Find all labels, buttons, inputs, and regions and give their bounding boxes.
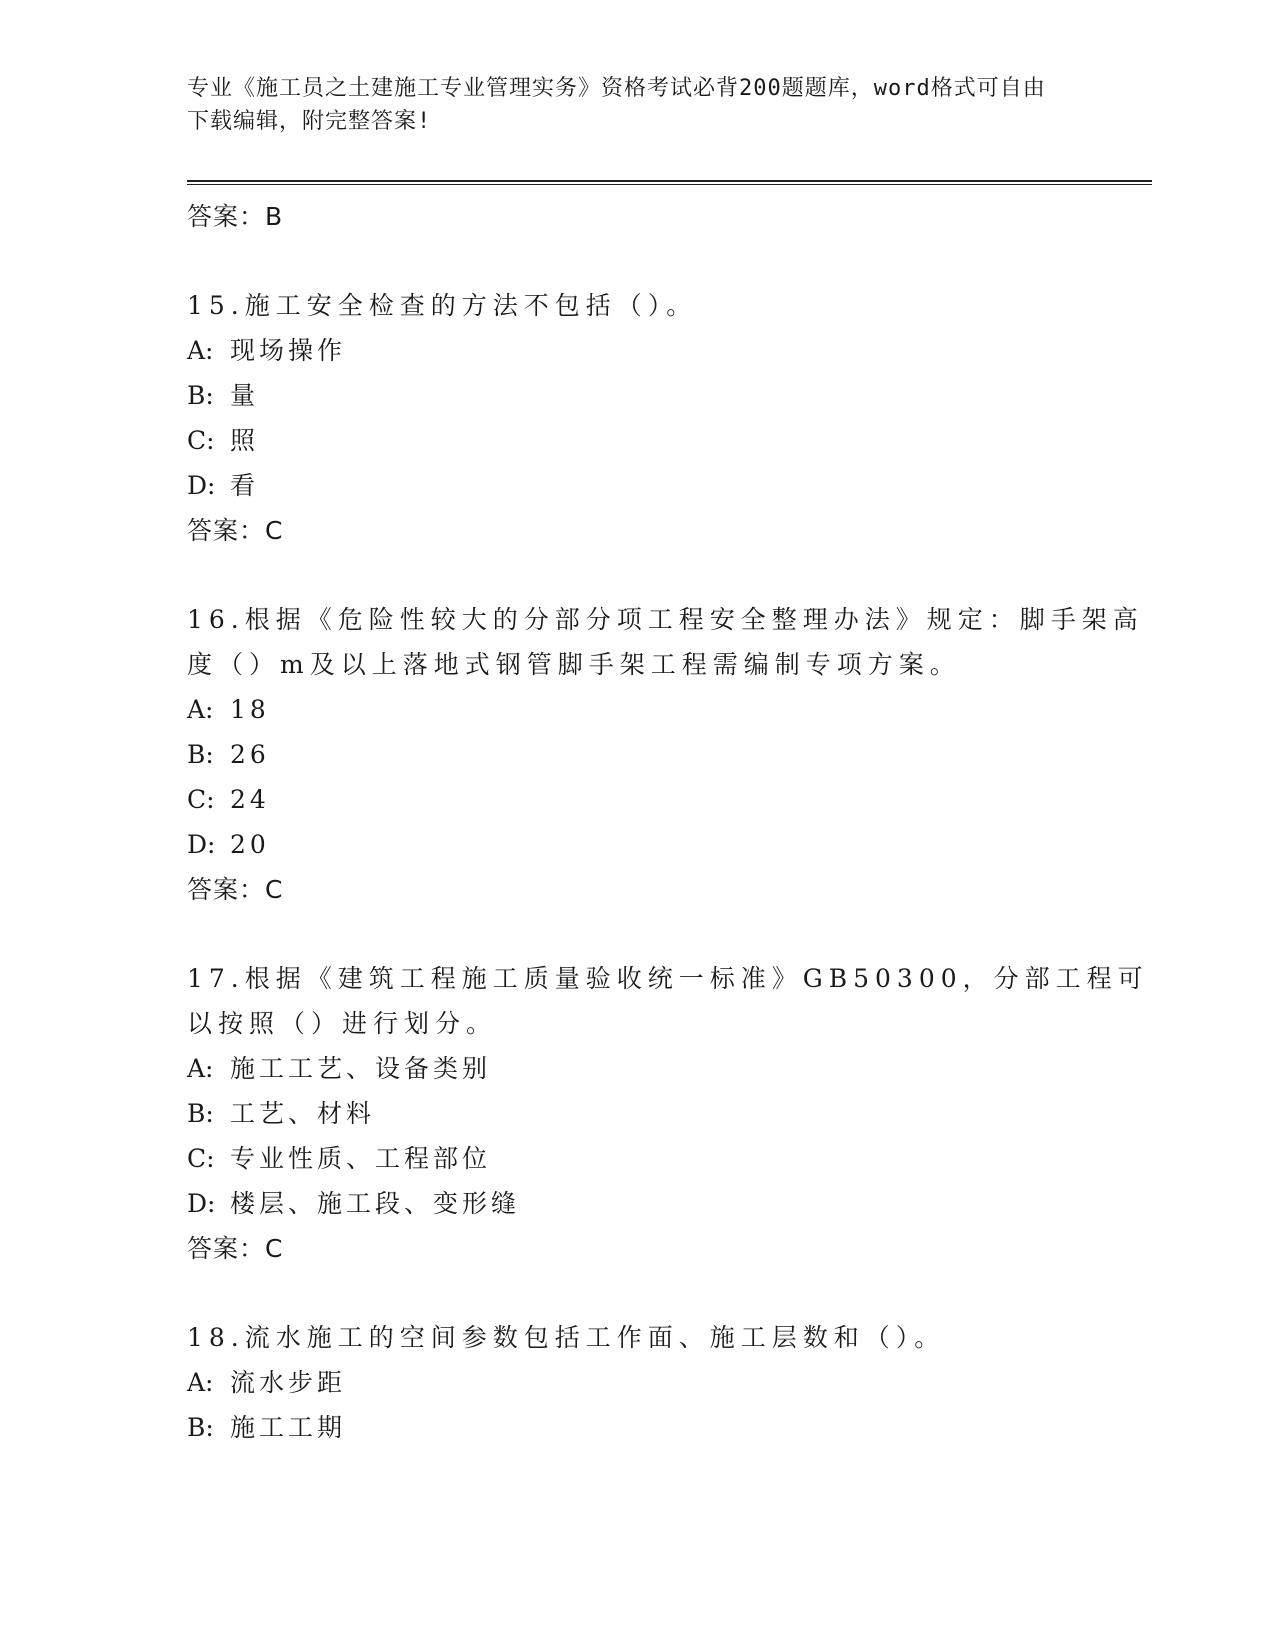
option-b xyxy=(187,1091,1152,1136)
option-key: C: xyxy=(187,426,215,455)
option-key: A: xyxy=(187,1054,214,1083)
option-text: 18 xyxy=(230,695,270,724)
option-text: 流水步距 xyxy=(230,1368,347,1397)
option-a xyxy=(187,1360,1152,1405)
option-text: 20 xyxy=(230,830,270,859)
answer-value: C xyxy=(265,516,284,545)
question-block xyxy=(187,283,1152,554)
question-stem: 17.根据《建筑工程施工质量验收统一标准》GB50300，分部工程可以按照（）进行划分。 xyxy=(187,964,1149,1038)
option-key: B: xyxy=(187,740,214,769)
option-text: 26 xyxy=(230,740,270,769)
answer-line xyxy=(187,508,1152,554)
option-key: A: xyxy=(187,336,214,365)
answer-value: B xyxy=(265,202,284,231)
option-c xyxy=(187,777,1152,822)
question-stem: 15.施工安全检查的方法不包括（）。 xyxy=(187,291,698,320)
option-text: 照 xyxy=(230,426,260,455)
option-text: 施工工艺、设备类别 xyxy=(230,1054,492,1083)
option-key: A: xyxy=(187,695,214,724)
option-key: B: xyxy=(187,1413,214,1442)
option-key: B: xyxy=(187,1099,214,1128)
question-stem: 18.流水施工的空间参数包括工作面、施工层数和（）。 xyxy=(187,1323,946,1352)
option-c xyxy=(187,418,1152,463)
option-text: 现场操作 xyxy=(230,336,347,365)
option-b xyxy=(187,732,1152,777)
question-block xyxy=(187,956,1152,1272)
option-text: 施工工期 xyxy=(230,1413,347,1442)
answer-label: 答案： xyxy=(187,1234,266,1263)
option-key: D: xyxy=(187,830,216,859)
option-key: B: xyxy=(187,381,214,410)
document-page xyxy=(187,72,1152,1450)
option-a xyxy=(187,328,1152,373)
answer-line xyxy=(187,1226,1152,1272)
option-text: 专业性质、工程部位 xyxy=(230,1144,492,1173)
option-text: 量 xyxy=(230,381,260,410)
option-key: A: xyxy=(187,1368,214,1397)
option-d xyxy=(187,822,1152,867)
header-divider xyxy=(187,180,1152,185)
question-block xyxy=(187,597,1152,913)
answer-line xyxy=(187,867,1152,913)
question-block xyxy=(187,1315,1152,1450)
option-b xyxy=(187,1405,1152,1450)
answer-value: C xyxy=(265,875,284,904)
option-key: D: xyxy=(187,1189,216,1218)
option-b xyxy=(187,373,1152,418)
option-a xyxy=(187,687,1152,732)
option-d xyxy=(187,463,1152,508)
question-stem: 16.根据《危险性较大的分部分项工程安全整理办法》规定：脚手架高度（）m及以上落地式钢管脚手架工程需编制专项方案。 xyxy=(187,605,1144,679)
answer-label: 答案： xyxy=(187,516,266,545)
document-header: 专业《施工员之土建施工专业管理实务》资格考试必背200题题库，word格式可自由下载编辑，附完整答案! xyxy=(187,76,1046,134)
option-text: 看 xyxy=(230,471,260,500)
answer-value: C xyxy=(265,1234,284,1263)
answer-line xyxy=(187,194,1152,240)
option-text: 工艺、材料 xyxy=(230,1099,376,1128)
answer-label: 答案： xyxy=(187,202,266,231)
answer-label: 答案： xyxy=(187,875,266,904)
option-key: C: xyxy=(187,785,215,814)
option-key: D: xyxy=(187,471,216,500)
option-text: 楼层、施工段、变形缝 xyxy=(230,1189,521,1218)
option-d xyxy=(187,1181,1152,1226)
option-key: C: xyxy=(187,1144,215,1173)
option-text: 24 xyxy=(230,785,270,814)
option-a xyxy=(187,1046,1152,1091)
option-c xyxy=(187,1136,1152,1181)
